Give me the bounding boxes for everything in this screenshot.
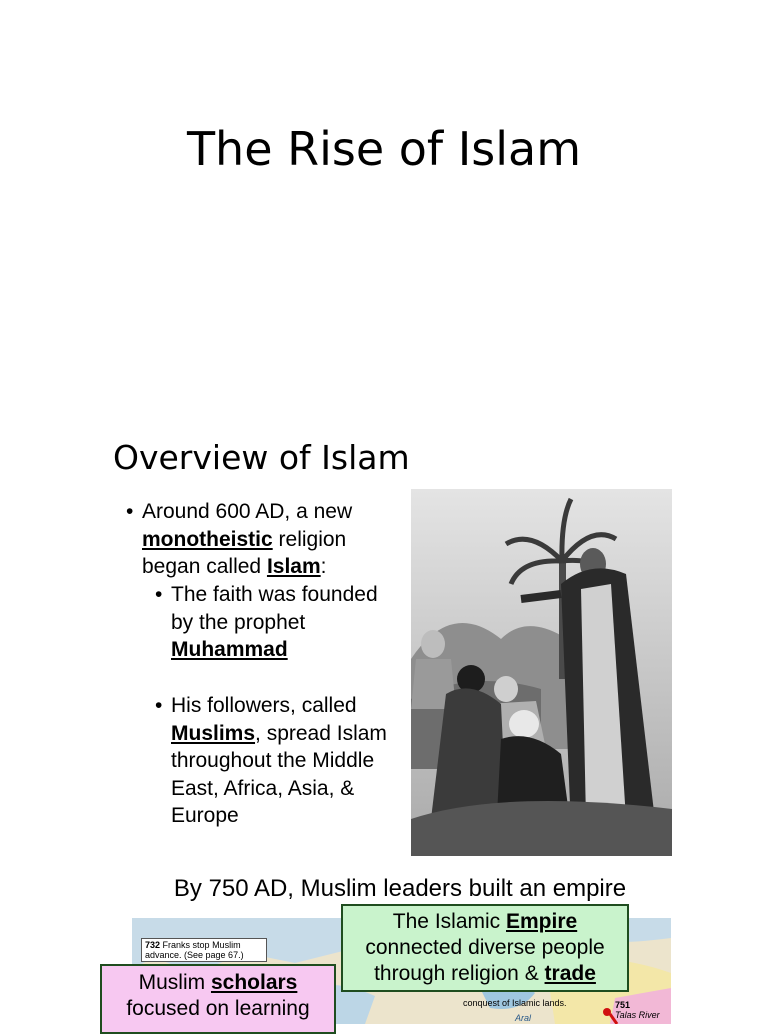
callout-islamic-empire [341, 904, 629, 992]
sub-bullet-followers [155, 692, 401, 830]
bullet-islam-origin [126, 498, 402, 581]
overview-heading: Overview of Islam [113, 438, 410, 477]
term-islam: Islam [266, 555, 321, 578]
sub-bullet-founder [155, 581, 401, 664]
bullet-dot: • [155, 694, 163, 717]
term-trade: trade [544, 962, 596, 985]
bullet-text: The faith was founded by the prophet [171, 583, 378, 634]
map-text-franks: Franks stop Muslim advance. (See page 67.) [145, 940, 244, 960]
bullet-text: Around 600 AD, a new [142, 500, 353, 523]
term-scholars: scholars [210, 971, 298, 994]
section-heading-empire: By 750 AD, Muslim leaders built an empire [173, 875, 627, 902]
map-note-franks [141, 938, 267, 962]
term-monotheistic: monotheistic [142, 527, 273, 551]
bullet-dot: • [126, 500, 134, 523]
callout-text: connected diverse people through religion & [365, 936, 605, 985]
callout-text: Muslim [138, 971, 206, 994]
map-year-751: 751 [615, 1000, 631, 1010]
map-label-talas-river: Talas River [615, 1010, 660, 1020]
term-muhammad: Muhammad [171, 638, 288, 661]
muhammad-preaching-illustration [411, 489, 672, 856]
map-year-732: 732 [145, 940, 161, 950]
slide-title: The Rise of Islam [186, 122, 582, 176]
colon: : [320, 555, 327, 578]
bullet-text: , spread Islam throughout the Middle East, Africa, Asia, & Europe [171, 721, 387, 827]
map-note-conquest: conquest of Islamic lands. [463, 998, 567, 1008]
map-label-aral: Aral [515, 1013, 532, 1023]
callout-text: The Islamic [392, 910, 501, 933]
bullet-text: religion began called [142, 527, 347, 578]
term-muslims: Muslims [171, 721, 256, 745]
bullet-text: His followers, called [171, 694, 357, 717]
term-empire: Empire [506, 910, 578, 933]
callout-text: focused on learning [126, 997, 310, 1020]
bullet-dot: • [155, 583, 163, 606]
